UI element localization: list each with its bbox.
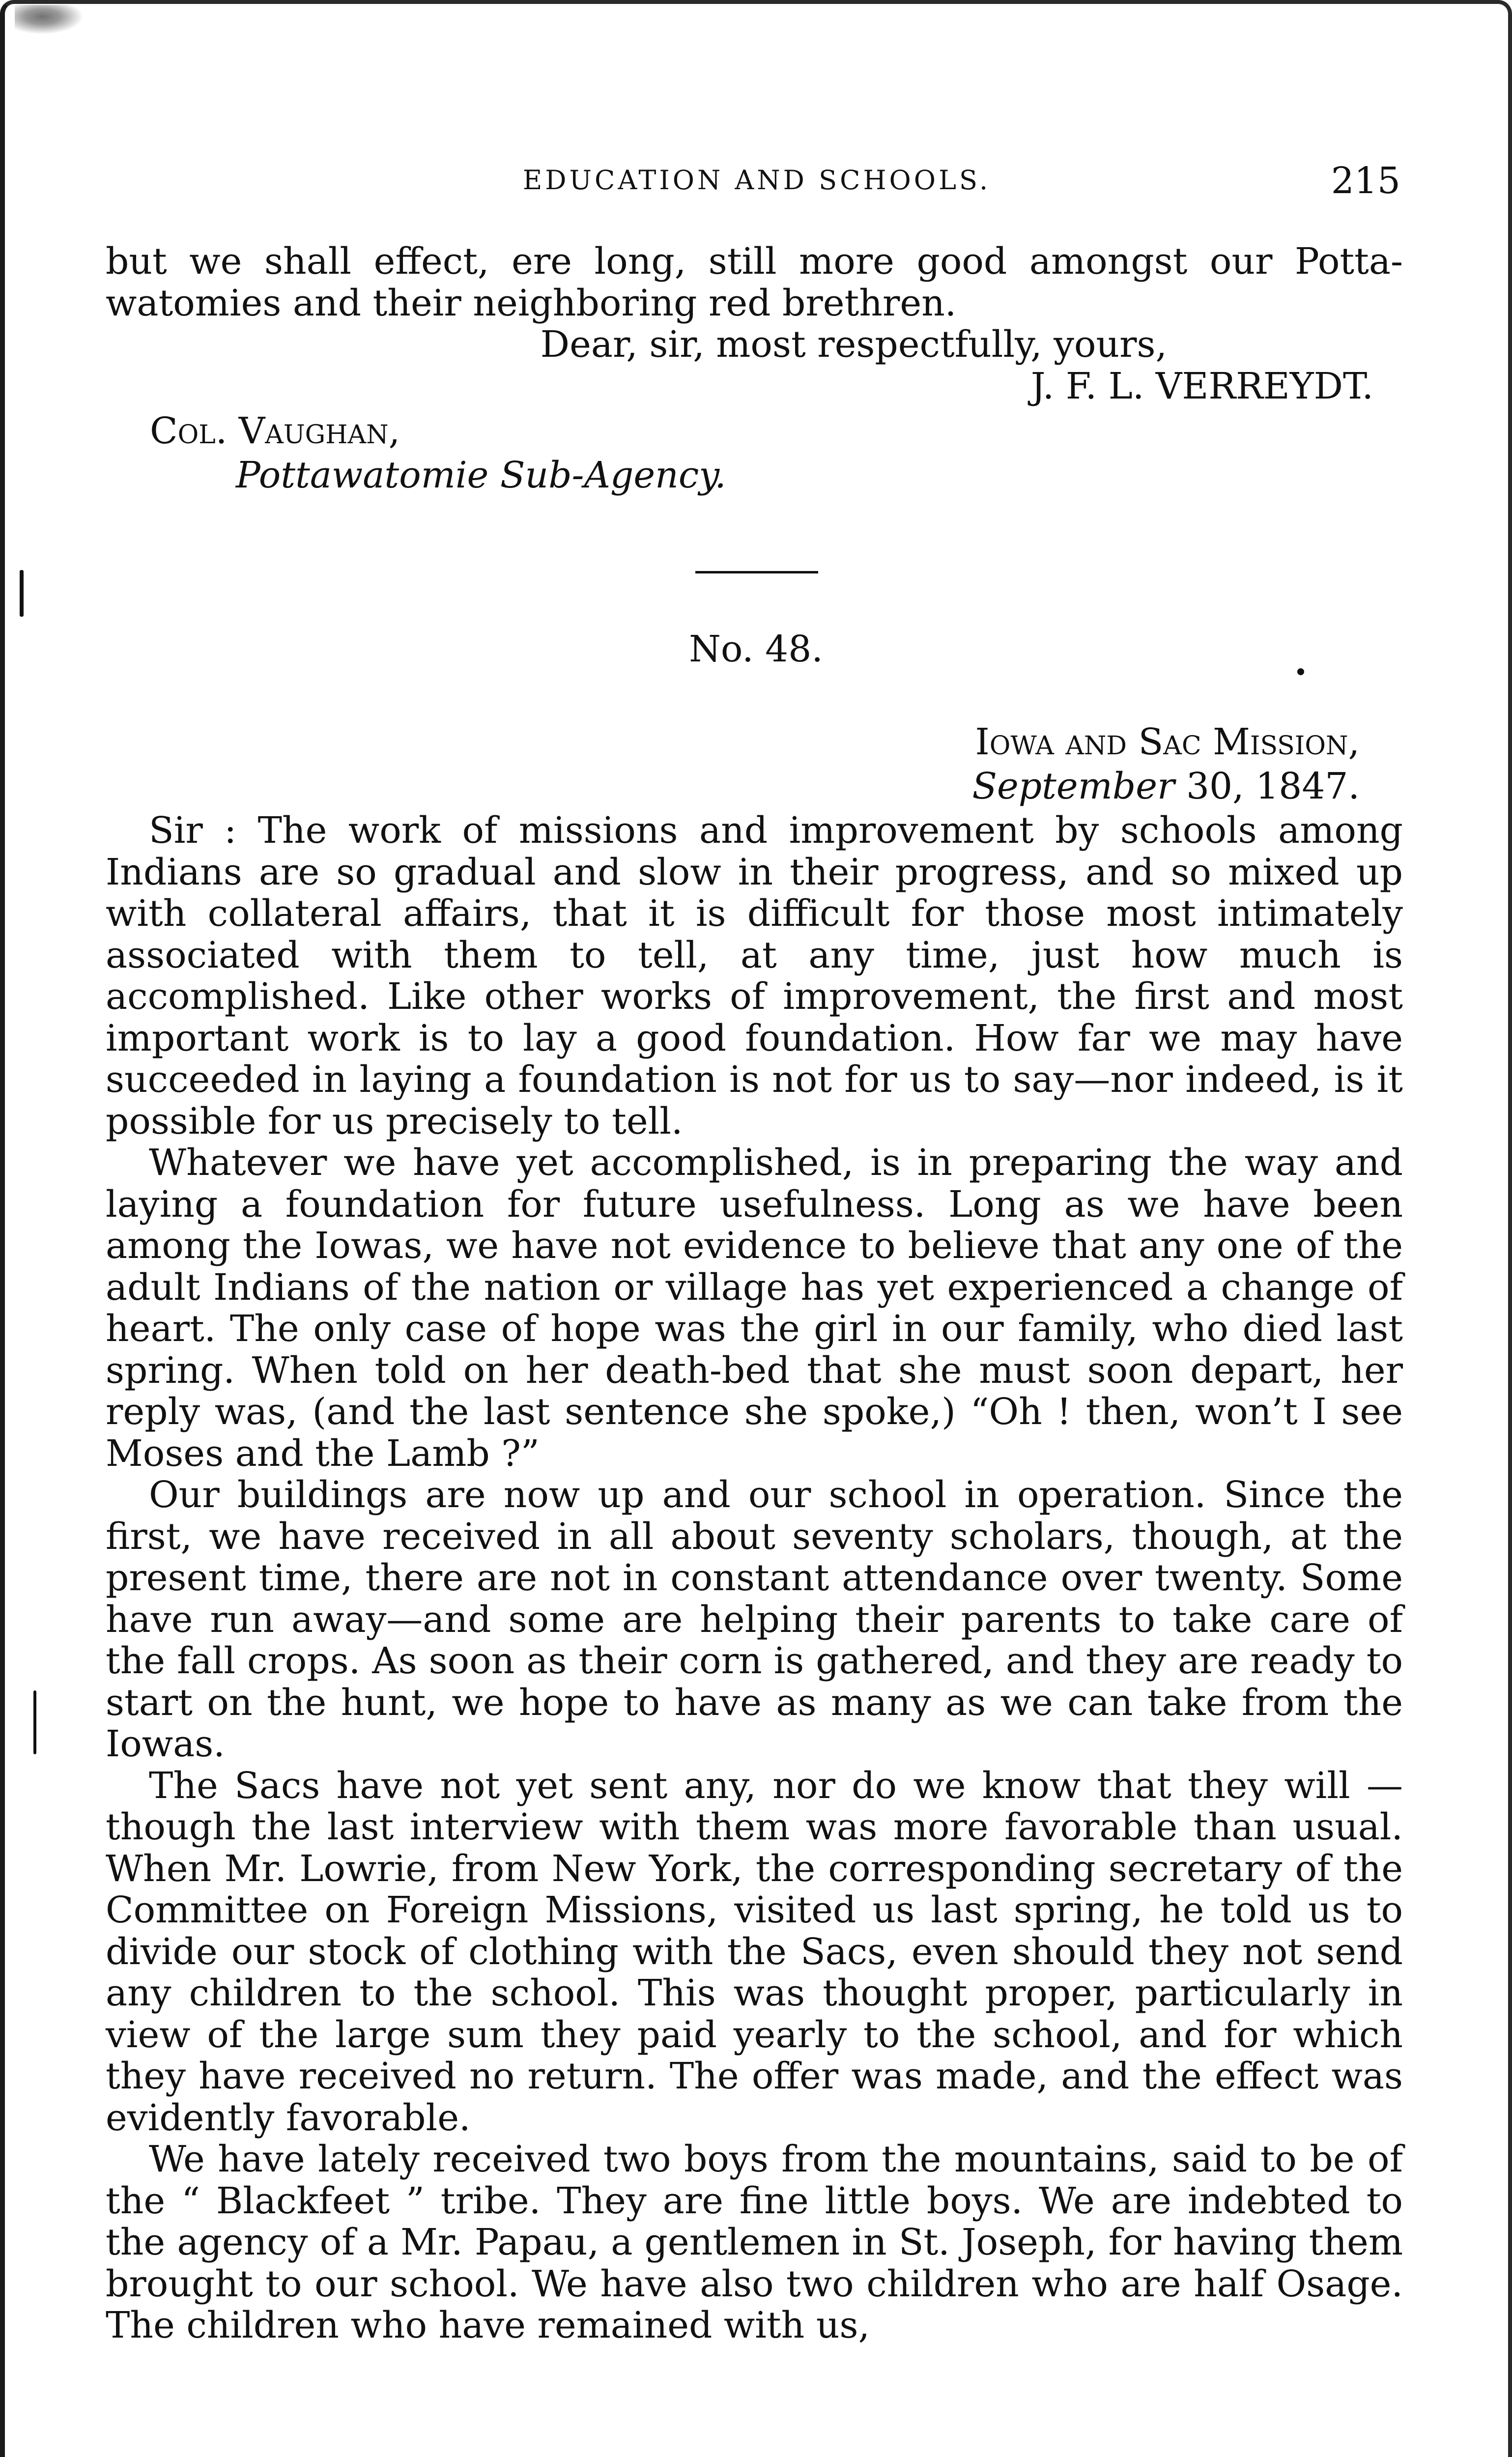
paragraph-4: The Sacs have not yet sent any, nor do we know that they will —though the last interview with them was more favorable than usual. When Mr. Lowrie, from New York, the corresponding secretary of the Committee on Foreign Missions, visited us last spring, he told us to divide our stock of clothing with the Sacs, even should they not send any children to the school. This was thought proper, particularly in view of the large sum they paid yearly to the school, and for which they have received no return. The offer was made, and the effect was evidently favorable. xyxy=(106,1764,1403,2139)
date-rest: 30, 1847. xyxy=(1174,765,1360,807)
letter-date xyxy=(972,764,1360,808)
paragraph-1: Sir : The work of missions and improvement by schools among Indians are so gradual and slow in their progress, and so mixed up with collateral affairs, that it is difficult for those most intimately associated with them to tell, at any time, just how much is accomplished. Like other works of improvement, the first and most important work is to lay a good foundation. How far we may have succeeded in laying a foundation is not for us to say—nor indeed, is it possible for us precisely to tell. xyxy=(106,809,1403,1143)
page-number: 215 xyxy=(1331,160,1400,202)
margin-mark-top xyxy=(20,570,24,617)
margin-mark-bottom xyxy=(33,1690,36,1754)
salutation: Dear, sir, most respectfully, yours, xyxy=(540,323,1167,366)
closing-paragraph: but we shall effect, ere long, still more good amongst our Potta-watomies and their neighboring red brethren. xyxy=(106,240,1403,324)
paragraph-5: We have lately received two boys from the mountains, said to be of the “ Blackfeet ” tribe. They are fine little boys. We are indebted to the agency of a Mr. Papau, a gentlemen in St. Joseph, for having them brought to our school. We have also two children who are half Osage. The children who have remained with us, xyxy=(106,2138,1403,2346)
dateline xyxy=(972,720,1360,808)
document-number: No. 48. xyxy=(689,628,823,670)
signature: J. F. L. VERREYDT. xyxy=(1030,365,1373,407)
mission-place: Iowa and Sac Mission, xyxy=(975,721,1360,763)
addressee-name: Col. Vaughan, xyxy=(150,410,400,452)
running-head: EDUCATION AND SCHOOLS. xyxy=(522,165,991,196)
letter-body xyxy=(106,810,1403,2346)
paragraph-2: Whatever we have yet accomplished, is in preparing the way and laying a foundation for future usefulness. Long as we have been among the Iowas, we have not evidence to believe that any one of the adult Indians of the nation or village has yet experienced a change of heart. The only case of hope was the girl in our family, who died last spring. When told on her death-bed that she must soon depart, her reply was, (and the last sentence she spoke,) “Oh ! then, won’t I see Moses and the Lamb ?” xyxy=(106,1142,1403,1475)
addressee-block xyxy=(150,409,726,497)
scan-smudge xyxy=(15,5,84,34)
page-header xyxy=(113,160,1400,204)
paragraph-3: Our buildings are now up and our school in operation. Since the first, we have received in all about seventy scholars, though, at the present time, there are not in constant attendance over twenty. Some have run away—and some are helping their parents to take care of the fall crops. As soon as their corn is gathered, and they are ready to start on the hunt, we hope to have as many as we can take from the Iowas. xyxy=(106,1474,1403,1765)
date-month: September xyxy=(972,765,1175,807)
addressee-place: Pottawatomie Sub-Agency. xyxy=(236,454,726,496)
section-divider xyxy=(695,571,818,573)
previous-letter-ending xyxy=(106,241,1403,407)
